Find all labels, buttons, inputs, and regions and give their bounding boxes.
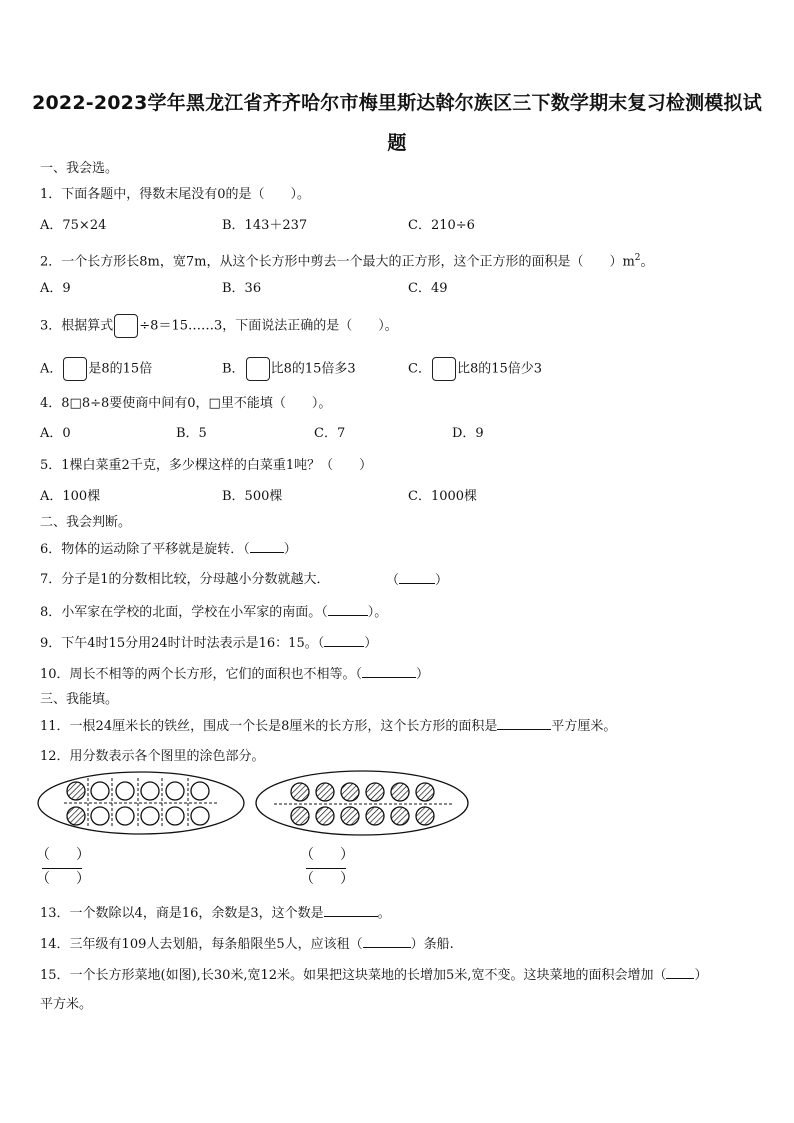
question-15-line-2: 平方米。 xyxy=(40,997,93,1012)
paren-close: ） xyxy=(435,573,449,588)
answer-blank xyxy=(324,634,364,647)
page-title-line1: 2022-2023学年黑龙江省齐齐哈尔市梅里斯达斡尔族区三下数学期末复习检测模拟试 xyxy=(32,92,762,114)
paren-close: ） xyxy=(76,871,90,887)
question-4-stem: 4．8□8÷8要使商中间有0，□里不能填（ ）。 xyxy=(40,396,332,411)
question-3-option-b-text: 比8的15倍多3 xyxy=(270,361,356,377)
figure-2-ellipse xyxy=(256,771,468,835)
question-10 xyxy=(40,665,429,684)
question-9-text: 9．下午4时15分用24时计时法表示是16：15。（ xyxy=(40,636,325,651)
paren-close: ） xyxy=(283,542,297,557)
question-2-end: 。 xyxy=(640,254,654,270)
paren-close: ） xyxy=(416,667,430,682)
answer-blank xyxy=(324,904,378,917)
fraction-bar xyxy=(42,868,82,869)
question-2-option-a: A．9 xyxy=(40,281,71,296)
question-10-text: 10．周长不相等的两个长方形，它们的面积也不相等。（ xyxy=(40,667,363,682)
answer-blank xyxy=(328,603,368,616)
question-13-text: 13．一个数除以4，商是16，余数是3，这个数是 xyxy=(40,906,324,921)
question-3-option-b xyxy=(222,357,356,381)
question-6-text: 6．物体的运动除了平移就是旋转．（ xyxy=(40,542,250,557)
question-11 xyxy=(40,717,616,736)
question-6 xyxy=(40,540,297,559)
question-1-option-c: C．210÷6 xyxy=(408,218,475,233)
figure-2-circles xyxy=(291,783,434,825)
question-4-option-c: C．7 xyxy=(314,426,346,441)
question-15-text: 15．一个长方形菜地(如图),长30米,宽12米。如果把这块菜地的长增加5米,宽不变。这块菜地的面积会增加（ xyxy=(40,968,667,983)
question-4-option-a: A．0 xyxy=(40,426,71,441)
question-3-option-a-label: A． xyxy=(40,361,63,377)
question-1-stem: 1．下面各题中，得数末尾没有0的是（ ）。 xyxy=(40,187,311,202)
paren-close: ） xyxy=(76,847,90,863)
question-3-option-a xyxy=(40,357,152,381)
fraction-blank-2 xyxy=(300,846,360,890)
question-2-option-c: C．49 xyxy=(408,281,448,296)
question-3-option-c xyxy=(408,357,542,381)
question-14 xyxy=(40,935,454,954)
fraction-blank-1 xyxy=(36,846,96,890)
question-2-option-b: B．36 xyxy=(222,281,262,296)
section-heading-1: 一、我会选。 xyxy=(40,161,119,176)
question-2-text: 2．一个长方形长8m，宽7m，从这个长方形中剪去一个最大的正方形，这个正方形的面积是（ ）m xyxy=(40,254,635,270)
question-4-option-b: B．5 xyxy=(176,426,207,441)
paren-open: （ xyxy=(36,871,50,887)
question-9 xyxy=(40,634,377,653)
question-7-text: 7．分子是1的分数相比较，分母越小分数就越大． xyxy=(40,572,330,587)
question-1-option-b: B．143＋237 xyxy=(222,218,308,233)
blank-box xyxy=(246,357,270,381)
figure-1-dividers xyxy=(64,778,218,828)
question-4-option-d: D．9 xyxy=(452,426,484,441)
question-12: 12．用分数表示各个图里的涂色部分。 xyxy=(40,749,265,764)
answer-blank xyxy=(399,571,435,584)
question-12-figures xyxy=(0,768,794,888)
question-8 xyxy=(40,603,387,622)
fraction-bar xyxy=(306,868,346,869)
question-3-pre: 3．根据算式 xyxy=(40,318,114,334)
question-7 xyxy=(40,571,330,589)
question-5-option-a: A．100棵 xyxy=(40,489,101,504)
question-3-option-b-label: B． xyxy=(222,361,245,377)
paren-close: ） xyxy=(340,847,354,863)
question-5-option-c: C．1000棵 xyxy=(408,489,478,504)
question-3-option-c-text: 比8的15倍少3 xyxy=(456,361,543,377)
paren-open: （ xyxy=(386,573,400,588)
section-heading-2: 二、我会判断。 xyxy=(40,515,132,530)
question-13 xyxy=(40,904,391,923)
question-5-stem: 5．1棵白菜重2千克，多少棵这样的白菜重1吨？（ ） xyxy=(40,458,373,473)
blank-box xyxy=(114,314,138,338)
paren-open: （ xyxy=(300,871,314,887)
question-8-text: 8．小军家在学校的北面，学校在小军家的南面。（ xyxy=(40,605,328,620)
question-11-text: 11．一根24厘米长的铁丝，围成一个长是8厘米的长方形，这个长方形的面积是 xyxy=(40,719,498,734)
blank-box xyxy=(63,357,87,381)
question-13-end: 。 xyxy=(377,906,391,921)
question-5-option-b: B．500棵 xyxy=(222,489,283,504)
section-heading-3: 三、我能填。 xyxy=(40,692,119,707)
paren-open: （ xyxy=(36,847,50,863)
paren-close: ） xyxy=(364,636,378,651)
question-3-option-a-text: 是8的15倍 xyxy=(88,361,153,377)
question-2-stem xyxy=(40,249,654,271)
answer-blank xyxy=(497,717,551,730)
question-14-end: ）条船. xyxy=(410,937,454,952)
question-15-line-1 xyxy=(40,966,707,985)
paren-close: ） xyxy=(694,968,708,983)
question-1-option-a: A．75×24 xyxy=(40,218,107,233)
question-3-post: ÷8＝15……3，下面说法正确的是（ ）。 xyxy=(139,318,398,334)
question-3-option-c-label: C． xyxy=(408,361,431,377)
blank-box xyxy=(432,357,456,381)
question-2-superscript: 2 xyxy=(634,253,641,263)
question-14-text: 14．三年级有109人去划船，每条船限坐5人，应该租（ xyxy=(40,937,363,952)
paren-close: ） xyxy=(340,871,354,887)
question-8-end: ）。 xyxy=(367,605,388,620)
answer-blank xyxy=(363,935,411,948)
question-7-answer xyxy=(386,571,448,590)
paren-open: （ xyxy=(300,847,314,863)
page-title-line2: 题 xyxy=(387,132,407,154)
question-3-stem xyxy=(40,314,398,338)
question-11-unit: 平方厘米。 xyxy=(551,719,617,734)
answer-blank xyxy=(362,665,416,678)
answer-blank xyxy=(666,966,694,979)
answer-blank xyxy=(250,540,284,553)
